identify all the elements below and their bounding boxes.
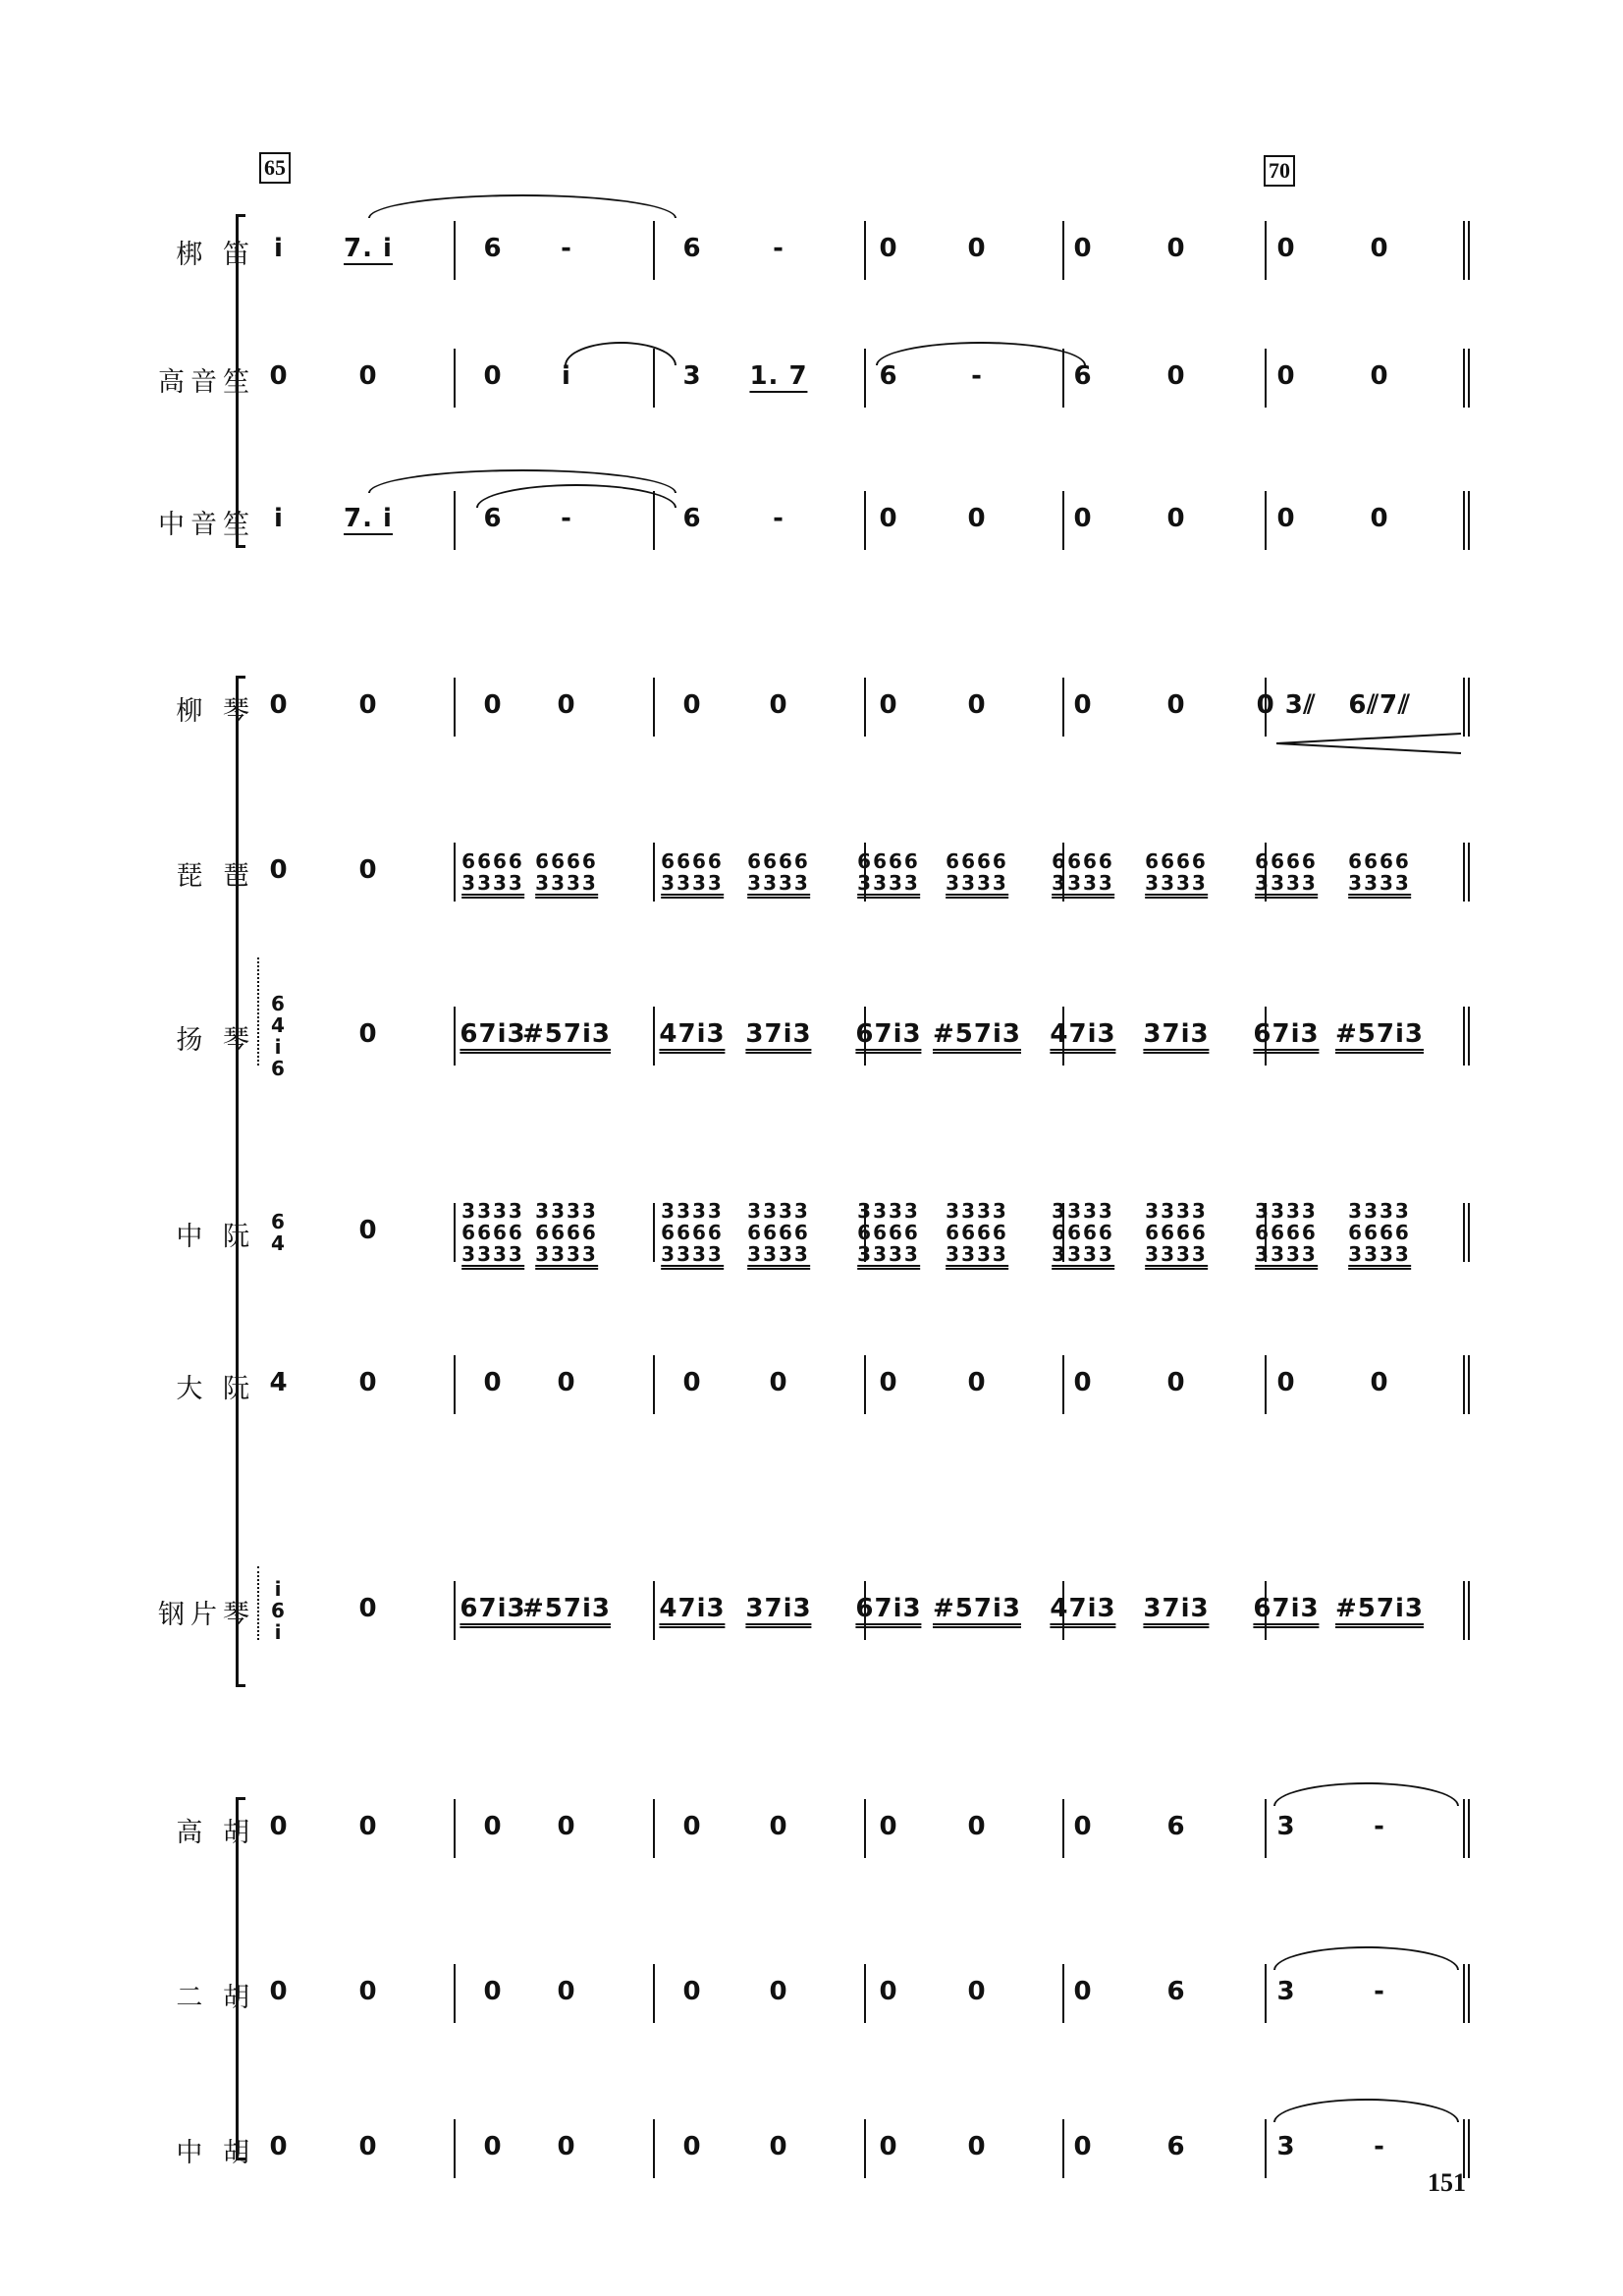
note: 67i3 [460,1019,525,1054]
chord-note: 3333 [535,1243,598,1270]
note: 0 [1073,2132,1093,2161]
note: 0 [358,855,378,885]
page-number: 151 [1428,2168,1466,2197]
crescendo-hairpin [1276,732,1463,755]
chord-note: 6666 [1255,849,1318,873]
instrument-label: 高 胡 [176,1818,255,1848]
chord-note: 3333 [1145,1243,1208,1270]
wind-bracket [236,214,248,548]
note: 0 [1073,1977,1093,2006]
barline [454,349,456,408]
note: 0 [358,1216,378,1245]
note: 6 [879,361,898,391]
note: 1. 7 [749,361,808,391]
barline [454,491,456,550]
chord-note: i [274,1035,284,1059]
note: 6 [1166,1812,1186,1841]
barline [653,221,655,280]
note: 67i3 [855,1594,921,1628]
note: 3 [1276,1812,1296,1841]
note: 0 [358,1594,378,1623]
chord-stack [1348,850,1411,899]
note: 0 [1370,361,1389,391]
barline [1468,1799,1470,1858]
note: 67i3 [855,1019,921,1054]
note: 0 [1073,234,1093,263]
instrument-label: 二 胡 [176,1983,255,2013]
barline [653,678,655,737]
note: 0 [1073,690,1093,720]
note: 0 [879,1977,898,2006]
note: #57i3 [522,1594,611,1628]
note: - [971,361,983,391]
note: 0 [483,690,503,720]
note: 47i3 [659,1019,725,1054]
chord-note: 6666 [1145,1221,1208,1244]
barline [1265,349,1267,408]
chord-note: 3333 [747,1199,810,1223]
note: 0 [358,2132,378,2161]
note: 0 [967,1977,987,2006]
barline [1463,843,1465,902]
note: 0 [358,1368,378,1397]
barline [454,221,456,280]
note: 0 [358,1019,378,1049]
note: - [1374,2132,1385,2161]
chord-note: 4 [271,1013,287,1037]
barline [653,1964,655,2023]
note: 0 [1370,504,1389,533]
note: 0 [879,1368,898,1397]
barline [1468,843,1470,902]
chord-stack [857,1200,920,1270]
chord-note: 3333 [661,1199,724,1223]
barline [1463,349,1465,408]
note: 37i3 [1143,1019,1209,1054]
chord-note: 6666 [461,1221,524,1244]
note: - [1374,1977,1385,2006]
note: 3 [682,361,702,391]
chord-stack [1052,1200,1114,1270]
chord-stack [946,1200,1008,1270]
note: 0 [1166,690,1186,720]
note: 6 [483,504,503,533]
note: 67i3 [1253,1019,1319,1054]
barline [454,1964,456,2023]
chord-note: 3333 [946,1243,1008,1270]
chord-note: 6666 [1145,849,1208,873]
note: #57i3 [1335,1019,1424,1054]
barline [1468,1355,1470,1414]
barline [1265,221,1267,280]
chord-note: 3333 [661,1243,724,1270]
slur [565,342,676,365]
chord-note: 6666 [1052,849,1114,873]
note: 0 [358,1812,378,1841]
note: 0 [682,2132,702,2161]
bowed-bracket [236,1797,248,2160]
note: 0 [269,855,289,885]
chord-note: 3333 [1145,1199,1208,1223]
note: #57i3 [522,1019,611,1054]
chord-note: 3333 [1348,872,1411,899]
note: 6 [682,234,702,263]
chord-stack [946,850,1008,899]
note: 0 [1276,234,1296,263]
chord-note: 6666 [461,849,524,873]
note: 0 [1073,1812,1093,1841]
instrument-label: 中 胡 [176,2138,255,2168]
chord-stack [661,850,724,899]
barline [1062,678,1064,737]
chord-note: 3333 [1052,872,1114,899]
barline [653,1581,655,1640]
note: 0 [557,2132,576,2161]
chord-note: 6 [271,1210,287,1233]
slur [876,342,1086,365]
barline [653,843,655,902]
note: 47i3 [1050,1594,1115,1628]
instrument-label: 高音笙 [158,367,255,398]
chord-note: 6 [271,1057,287,1080]
barline [1062,1964,1064,2023]
barline [1468,491,1470,550]
barline [454,1007,456,1066]
chord-note: 3333 [857,872,920,899]
note: 0 [967,234,987,263]
chord-stack [461,1200,524,1270]
barline [1463,1964,1465,2023]
chord-note: 6666 [1255,1221,1318,1244]
barline [1463,1355,1465,1414]
instrument-label: 中 阮 [176,1222,255,1252]
note: 0 [769,2132,788,2161]
barline [864,1964,866,2023]
barline [1463,1007,1465,1066]
note: 0 [483,361,503,391]
barline [1062,1799,1064,1858]
barline [1463,678,1465,737]
barline [1463,1581,1465,1640]
chord-note: 6666 [1348,1221,1411,1244]
chord-note: 3333 [946,1199,1008,1223]
barline [1468,678,1470,737]
note: 37i3 [745,1594,811,1628]
barline [653,1799,655,1858]
note: 47i3 [1050,1019,1115,1054]
chord-note: 3333 [461,1199,524,1223]
chord-note: i [274,1577,284,1601]
barline [1463,1203,1465,1262]
note: 0 [1073,504,1093,533]
note: 0 [483,1812,503,1841]
note: 0 [557,1977,576,2006]
slur [1273,1782,1459,1806]
instrument-label: 梆 笛 [176,240,255,270]
chord-note: 6666 [946,1221,1008,1244]
barline [1062,1355,1064,1414]
chord-stack [535,850,598,899]
note: #57i3 [933,1019,1021,1054]
note: 6 [682,504,702,533]
chord-note: 3333 [535,1199,598,1223]
note: 0 [967,2132,987,2161]
barline [1463,491,1465,550]
note: #57i3 [933,1594,1021,1628]
chord-note: 6 [271,992,287,1015]
rehearsal-mark-65: 65 [259,152,291,184]
slur [1273,1946,1459,1970]
note: 0 [358,690,378,720]
barline [864,491,866,550]
chord-stack [535,1200,598,1270]
note: 0 [1370,234,1389,263]
note: i [274,504,284,533]
barline [454,1581,456,1640]
note: 37i3 [1143,1594,1209,1628]
barline [454,1203,456,1262]
chord-note: 6666 [747,849,810,873]
chord-note: 3333 [1052,1243,1114,1270]
note: 0 [967,504,987,533]
chord-note: 3333 [1052,1199,1114,1223]
note: 0 [682,1368,702,1397]
note: 7. i [344,234,393,263]
chord-stack [747,850,810,899]
note: 0 [269,690,289,720]
barline [864,2119,866,2178]
barline [864,1355,866,1414]
note: 0 [1166,504,1186,533]
note: - [773,234,784,263]
note: 0 [879,1812,898,1841]
chord-stack [747,1200,810,1270]
note: - [561,504,572,533]
note: i [562,361,571,391]
chord-note: 3333 [461,872,524,899]
note: - [773,504,784,533]
barline [653,1355,655,1414]
instrument-label: 钢片琴 [158,1600,255,1630]
barline [454,843,456,902]
note: 0 [1166,1368,1186,1397]
note: 6 [1166,1977,1186,2006]
note: 0 [269,1977,289,2006]
chord-note: 6666 [946,849,1008,873]
note: 0 [879,690,898,720]
note: 0 [682,1812,702,1841]
chord-note: 6666 [857,849,920,873]
barline [1468,1581,1470,1640]
chord-note: 6 [271,1599,287,1622]
note: 0 [483,1977,503,2006]
note: 47i3 [659,1594,725,1628]
note: 0 [682,1977,702,2006]
note: 4 [269,1368,289,1397]
chord-note: i [274,1620,284,1644]
note: 0 [1166,361,1186,391]
note: 3 [1276,1977,1296,2006]
barline [864,221,866,280]
chord-note: 3333 [1255,1199,1318,1223]
note: 0 [269,2132,289,2161]
note: 67i3 [460,1594,525,1628]
note: 0 [1276,1368,1296,1397]
barline [1265,1355,1267,1414]
barline [1265,491,1267,550]
chord-stack [857,850,920,899]
chord-note: 6666 [1348,849,1411,873]
arpeggio-mark [257,1566,265,1640]
chord-note: 6666 [661,849,724,873]
chord-stack [1348,1200,1411,1270]
rehearsal-mark-70: 70 [1264,155,1295,187]
barline [1468,349,1470,408]
note: 0 [769,690,788,720]
note: #57i3 [1335,1594,1424,1628]
note: 0 [557,690,576,720]
note: 6 [1166,2132,1186,2161]
note: 0 [967,690,987,720]
barline [1468,1964,1470,2023]
chord-note: 3333 [535,872,598,899]
barline [1468,1203,1470,1262]
barline [1265,2119,1267,2178]
chord-note: 6666 [857,1221,920,1244]
note: 0 [483,2132,503,2161]
barline [1062,221,1064,280]
chord-stack [271,1578,287,1643]
barline [653,2119,655,2178]
chord-note: 6666 [535,849,598,873]
note: 0 [1166,234,1186,263]
note: - [561,234,572,263]
instrument-label: 大 阮 [176,1374,255,1404]
slur [1273,2099,1459,2122]
chord-stack [661,1200,724,1270]
chord-stack [461,850,524,899]
chord-note: 3333 [1255,1243,1318,1270]
barline [1468,221,1470,280]
chord-stack [1052,850,1114,899]
note: 0 [269,1812,289,1841]
barline [1062,2119,1064,2178]
barline [454,2119,456,2178]
note: 7. i [344,504,393,533]
chord-note: 3333 [857,1243,920,1270]
chord-note: 3333 [1255,872,1318,899]
chord-note: 3333 [857,1199,920,1223]
barline [1265,1799,1267,1858]
chord-stack [1145,1200,1208,1270]
instrument-label: 扬 琴 [176,1025,255,1056]
chord-note: 3333 [661,872,724,899]
barline [1463,221,1465,280]
chord-note: 3333 [461,1243,524,1270]
note: 0 [269,361,289,391]
chord-stack [271,993,287,1079]
note: 0 [1370,1368,1389,1397]
chord-stack [1255,850,1318,899]
note: 0 [769,1812,788,1841]
note: 0 [557,1368,576,1397]
chord-note: 6666 [661,1221,724,1244]
barline [1463,1799,1465,1858]
note: 3 [1276,2132,1296,2161]
note: i [274,234,284,263]
barline [1468,2119,1470,2178]
note: 0 [1276,361,1296,391]
note: 0 [483,1368,503,1397]
chord-note: 3333 [1145,872,1208,899]
chord-stack [271,1211,287,1254]
barline [864,349,866,408]
note: 6⫽7⫽ [1348,690,1411,720]
slur [368,194,676,218]
note: 0 [1276,504,1296,533]
instrument-label: 柳 琴 [176,696,255,727]
note: 67i3 [1253,1594,1319,1628]
barline [1468,1007,1470,1066]
barline [454,678,456,737]
note: 37i3 [745,1019,811,1054]
chord-note: 6666 [1052,1221,1114,1244]
note: 0 [682,690,702,720]
chord-note: 4 [271,1231,287,1255]
note: 0 [358,361,378,391]
note: 6 [1073,361,1093,391]
plucked-bracket [236,676,248,1687]
barline [1062,491,1064,550]
barline [454,1355,456,1414]
note: - [1374,1812,1385,1841]
barline [1265,1964,1267,2023]
note: 0 [967,1368,987,1397]
barline [454,1799,456,1858]
note: 0 [967,1812,987,1841]
chord-note: 3333 [747,872,810,899]
barline [864,1799,866,1858]
chord-stack [1255,1200,1318,1270]
arpeggio-mark [257,957,265,1066]
chord-note: 3333 [1348,1199,1411,1223]
chord-note: 3333 [1348,1243,1411,1270]
note: 0 [769,1977,788,2006]
note: 0 [879,504,898,533]
instrument-label: 中音笙 [158,510,255,540]
note: 0 [557,1812,576,1841]
note: 0 [1073,1368,1093,1397]
chord-note: 6666 [747,1221,810,1244]
instrument-label: 琵 琶 [176,861,255,892]
note: 6 [483,234,503,263]
note: 0 [358,1977,378,2006]
chord-stack [1145,850,1208,899]
chord-note: 3333 [747,1243,810,1270]
chord-note: 6666 [535,1221,598,1244]
note: 0 [879,234,898,263]
barline [653,1203,655,1262]
chord-note: 3333 [946,872,1008,899]
note: 0 3⫽ [1256,690,1317,720]
note: 0 [769,1368,788,1397]
barline [864,678,866,737]
barline [653,1007,655,1066]
note: 0 [879,2132,898,2161]
